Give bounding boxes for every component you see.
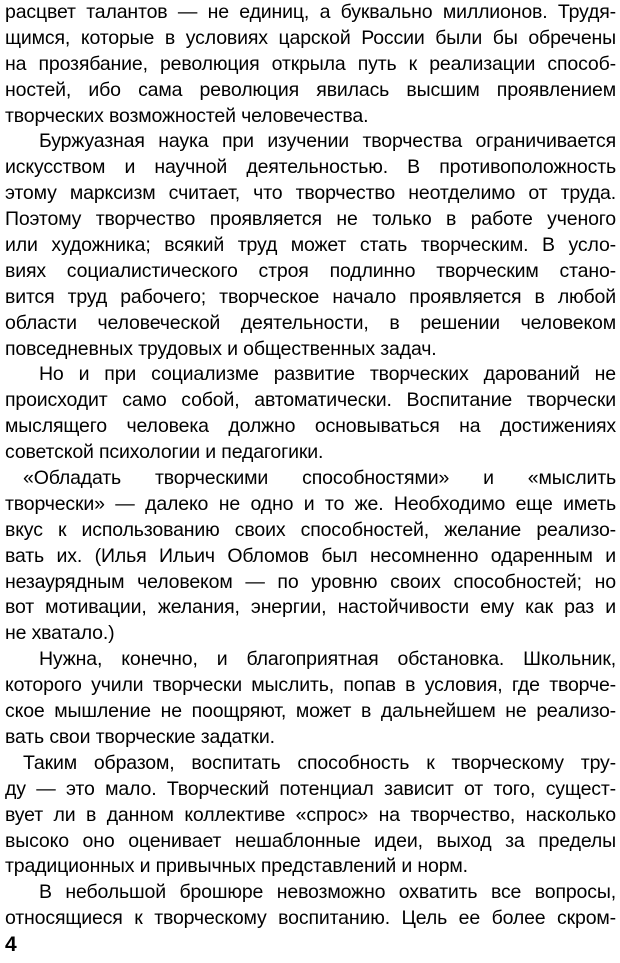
text-line: вот мотивации, желания, энергии, настойчивости ему как раз и xyxy=(5,596,616,619)
text-line: или художника; всякий труд может стать творческим. В усло- xyxy=(5,234,616,257)
text-line: происходит само собой, автоматически. Воспитание творчески xyxy=(5,389,616,412)
text-line: расцвет талантов — не единиц, а буквально миллионов. Трудя- xyxy=(5,1,616,23)
text-line: относящиеся к творческому воспитанию. Цель ее более скром- xyxy=(5,907,616,930)
text-line: виях социалистического строя подлинно творческим стано- xyxy=(5,259,616,282)
text-line: этому марксизм считает, что творчество неотделимо от труда. xyxy=(5,182,616,205)
text-line: «Обладать творческими способностями» и «мыслить xyxy=(23,467,616,490)
text-line: традиционных и привычных представлений и норм. xyxy=(5,855,468,878)
text-line: которого учили творчески мыслить, попав в условия, где творче- xyxy=(5,674,616,697)
text-line: на прозябание, революция открыла путь к реализации способ- xyxy=(5,52,616,75)
text-line: Нужна, конечно, и благоприятная обстановка. Школьник, xyxy=(39,648,616,671)
page-number: 4 xyxy=(5,933,17,956)
text-line: вать свои творческие задатки. xyxy=(5,725,275,748)
text-line: Но и при социализме развитие творческих дарований не xyxy=(39,363,616,386)
text-line: вать их. (Илья Ильич Обломов был несомненно одаренным и xyxy=(5,544,616,567)
text-line: В небольшой брошюре невозможно охватить все вопросы, xyxy=(39,881,616,904)
text-line: ду — это мало. Творческий потенциал зависит от того, сущест- xyxy=(5,777,616,800)
text-line: Буржуазная наука при изучении творчества ограничивается xyxy=(39,130,616,153)
text-line: щимся, которые в условиях царской России были бы обречены xyxy=(5,26,616,49)
text-line: Поэтому творчество проявляется не только в работе ученого xyxy=(5,208,616,231)
body-text xyxy=(5,0,616,932)
document-page xyxy=(5,0,616,963)
text-line: Таким образом, воспитать способность к творческому тру- xyxy=(23,751,616,774)
text-line: вится труд рабочего; творческое начало проявляется в любой xyxy=(5,285,616,308)
text-line: вкус к использованию своих способностей, желание реализо- xyxy=(5,518,616,541)
text-line: творческих возможностей человечества. xyxy=(5,104,369,127)
text-line: не хватало.) xyxy=(5,622,115,645)
text-line: области человеческой деятельности, в решении человеком xyxy=(5,311,616,334)
text-line: творчески» — далеко не одно и то же. Необходимо еще иметь xyxy=(5,492,616,515)
text-line: незаурядным человеком — по уровню своих способностей; но xyxy=(5,570,616,593)
text-line: мыслящего человека должно основываться на достижениях xyxy=(5,415,616,438)
text-line: советской психологии и педагогики. xyxy=(5,441,324,464)
text-line: искусством и научной деятельностью. В противоположность xyxy=(5,156,616,179)
text-line: вует ли в данном коллективе «спрос» на творчество, насколько xyxy=(5,803,616,826)
text-line: высоко оно оценивает нешаблонные идеи, выход за пределы xyxy=(5,829,616,852)
text-line: ское мышление не поощряют, может в дальнейшем не реализо- xyxy=(5,700,616,723)
text-line: повседневных трудовых и общественных задач. xyxy=(5,337,437,360)
text-line: ностей, ибо сама революция явилась высшим проявлением xyxy=(5,78,616,101)
